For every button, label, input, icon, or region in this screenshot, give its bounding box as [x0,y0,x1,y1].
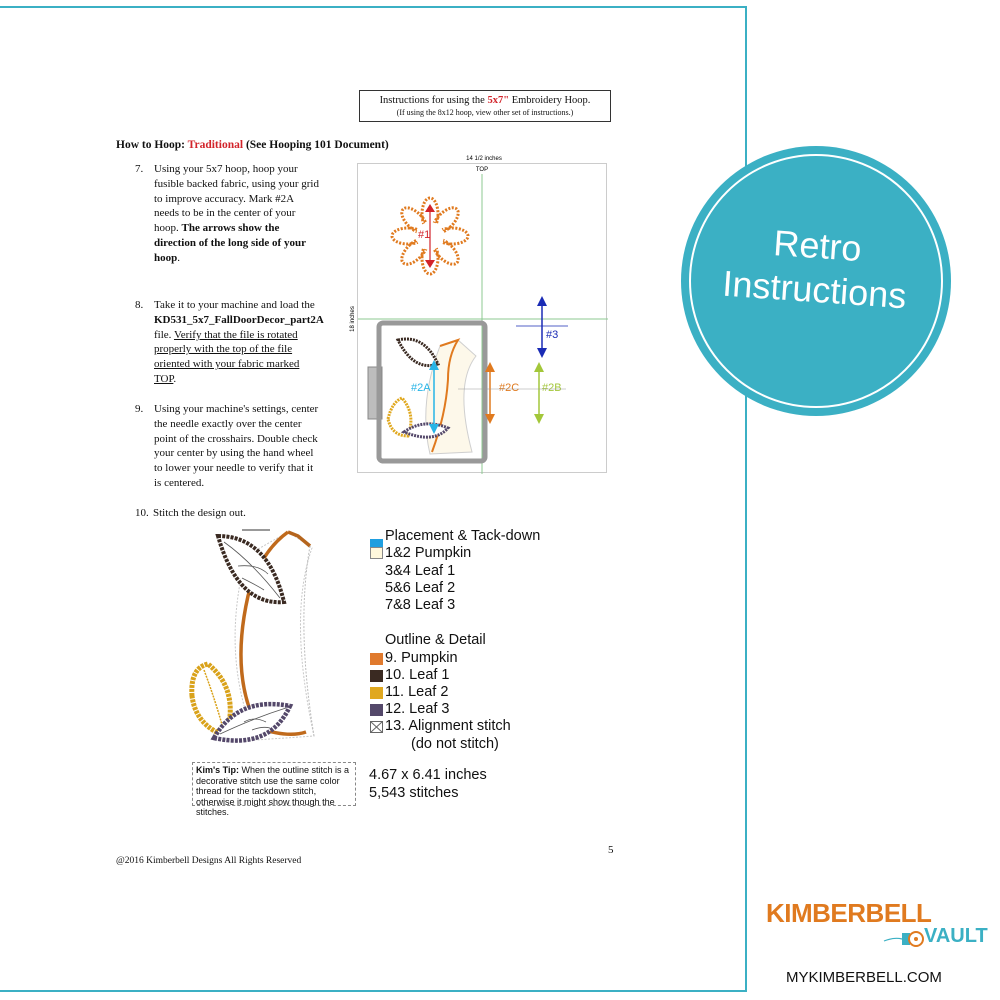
step-number: 7. [135,163,144,175]
step-line: Using your machine's settings, center [154,403,319,415]
swatch-alignment-icon [370,721,383,733]
hoop-size: 5x7" [487,95,510,106]
hoop-diagram-svg [350,156,608,474]
design-preview [178,526,368,758]
step-line: Stitch the design out. [153,507,246,519]
step-line: . [177,251,180,264]
step-line: Using your 5x7 hoop, hoop your [154,163,298,175]
legend-label: 11. Leaf 2 [385,684,449,700]
instructions-text-end: Embroidery Hoop. [509,95,591,106]
step-line-bold: hoop [154,251,178,264]
file-name: KD531_5x7_FallDoorDecor_part2A [154,313,324,326]
arrow-3-head-up [537,296,547,306]
website-url: MYKIMBERBELL.COM [786,969,942,986]
step-line: hoop. [154,222,182,235]
hoop-diagram [350,156,607,473]
instructions-subtext: (If using the 8x12 hoop, view other set of instructions.) [396,108,574,117]
step-line: Take it to your machine and load the [154,299,315,311]
swatch-leaf-2 [370,687,383,699]
top-label: TOP [475,167,489,173]
marker-3-label: #3 [546,329,559,341]
step-line-underline: TOP [154,372,174,385]
page-frame [0,6,747,992]
marker-2b-label: #2B [542,382,562,394]
how-to-heading [116,139,389,151]
height-label: 18 inches [350,306,356,332]
arrow-3-head-down [537,348,547,358]
legend-label: 12. Leaf 3 [385,701,450,717]
legend-label: 1&2 Pumpkin [385,545,472,561]
legend-heading: Placement & Tack-down [385,528,541,544]
swatch-leaf-1 [370,670,383,682]
swatch-leaf-3 [370,704,383,716]
stitch-count: 5,543 stitches [369,784,459,801]
pumpkin-icon [388,339,476,454]
step-line: point of the crosshairs. Double check [154,432,318,445]
legend-label: 7&8 Leaf 3 [385,597,456,613]
swatch-placement [370,539,383,547]
width-label: 14 1/2 inches [466,156,502,162]
step-line-underline: properly with the top of the file [154,343,293,356]
step-line-bold: direction of the long side of your [154,236,306,249]
step-line-underline: oriented with your fabric marked [154,358,300,371]
step-line: is centered. [154,476,205,489]
step-line: file. [154,328,174,341]
legend-label: 9. Pumpkin [385,650,458,666]
step-line: the needle exactly over the center [154,417,302,430]
retro-instructions-badge [681,146,951,416]
step-line: your center by using the hand wheel [154,447,314,460]
tip-heading: Kim's Tip: [196,765,239,775]
arrow-2b-head-down [534,414,544,424]
page-number: 5 [608,844,614,856]
logo-vault: VAULT [924,925,988,947]
badge-line-2: Instructions [721,262,908,317]
thread-spool-icon [884,927,924,949]
marker-2a-label: #2A [411,382,431,394]
how-to-suffix: (See Hooping 101 Document) [243,139,389,151]
step-number: 9. [135,403,144,415]
step-line: to improve accuracy. Mark #2A [154,192,295,205]
step-line-bold: The arrows show the [181,222,280,235]
instructions-box [359,90,611,122]
design-dimensions: 4.67 x 6.41 inches [369,767,487,783]
swatch-outline-pumpkin [370,653,383,665]
step-line: fusible backed fabric, using your grid [154,177,319,190]
legend-label: 3&4 Leaf 1 [385,563,456,579]
design-size-info [369,767,487,802]
logo-wordmark: KIMBERBELL [766,898,932,928]
step-line: to lower your needle to verify that it [154,462,314,475]
legend-label: 5&6 Leaf 2 [385,580,456,596]
copyright: @2016 Kimberbell Designs All Rights Reserved [116,856,302,866]
step-line: . [173,372,177,385]
marker-1-label: #1 [418,229,431,241]
instructions-text: Instructions for using the [379,95,488,106]
step-line-underline: Verify that the file is rotated [173,328,298,341]
how-to-prefix: How to Hoop: [116,139,188,151]
alignment-note: (do not stitch) [411,736,499,752]
arrow-2b-head-up [534,362,544,372]
step-number: 8. [135,299,144,311]
legend-label: 13. Alignment stitch [385,718,511,734]
kims-tip [192,762,356,818]
badge-text [678,215,953,322]
marker-2c-label: #2C [499,382,520,394]
legend-heading: Outline & Detail [385,632,486,648]
step-line: needs to be in the center of your [154,207,296,220]
badge-line-1: Retro [772,222,863,270]
legend-label: 10. Leaf 1 [385,667,450,683]
step-number: 10. [135,507,149,519]
swatch-pumpkin [370,547,383,559]
how-to-method: Traditional [187,139,244,151]
kimberbell-logo [766,898,931,929]
tip-text: When the outline stitch is a decorative stitch use the same color thread for the tackdown stitch, otherwise it might show though the stitches. [196,765,350,818]
